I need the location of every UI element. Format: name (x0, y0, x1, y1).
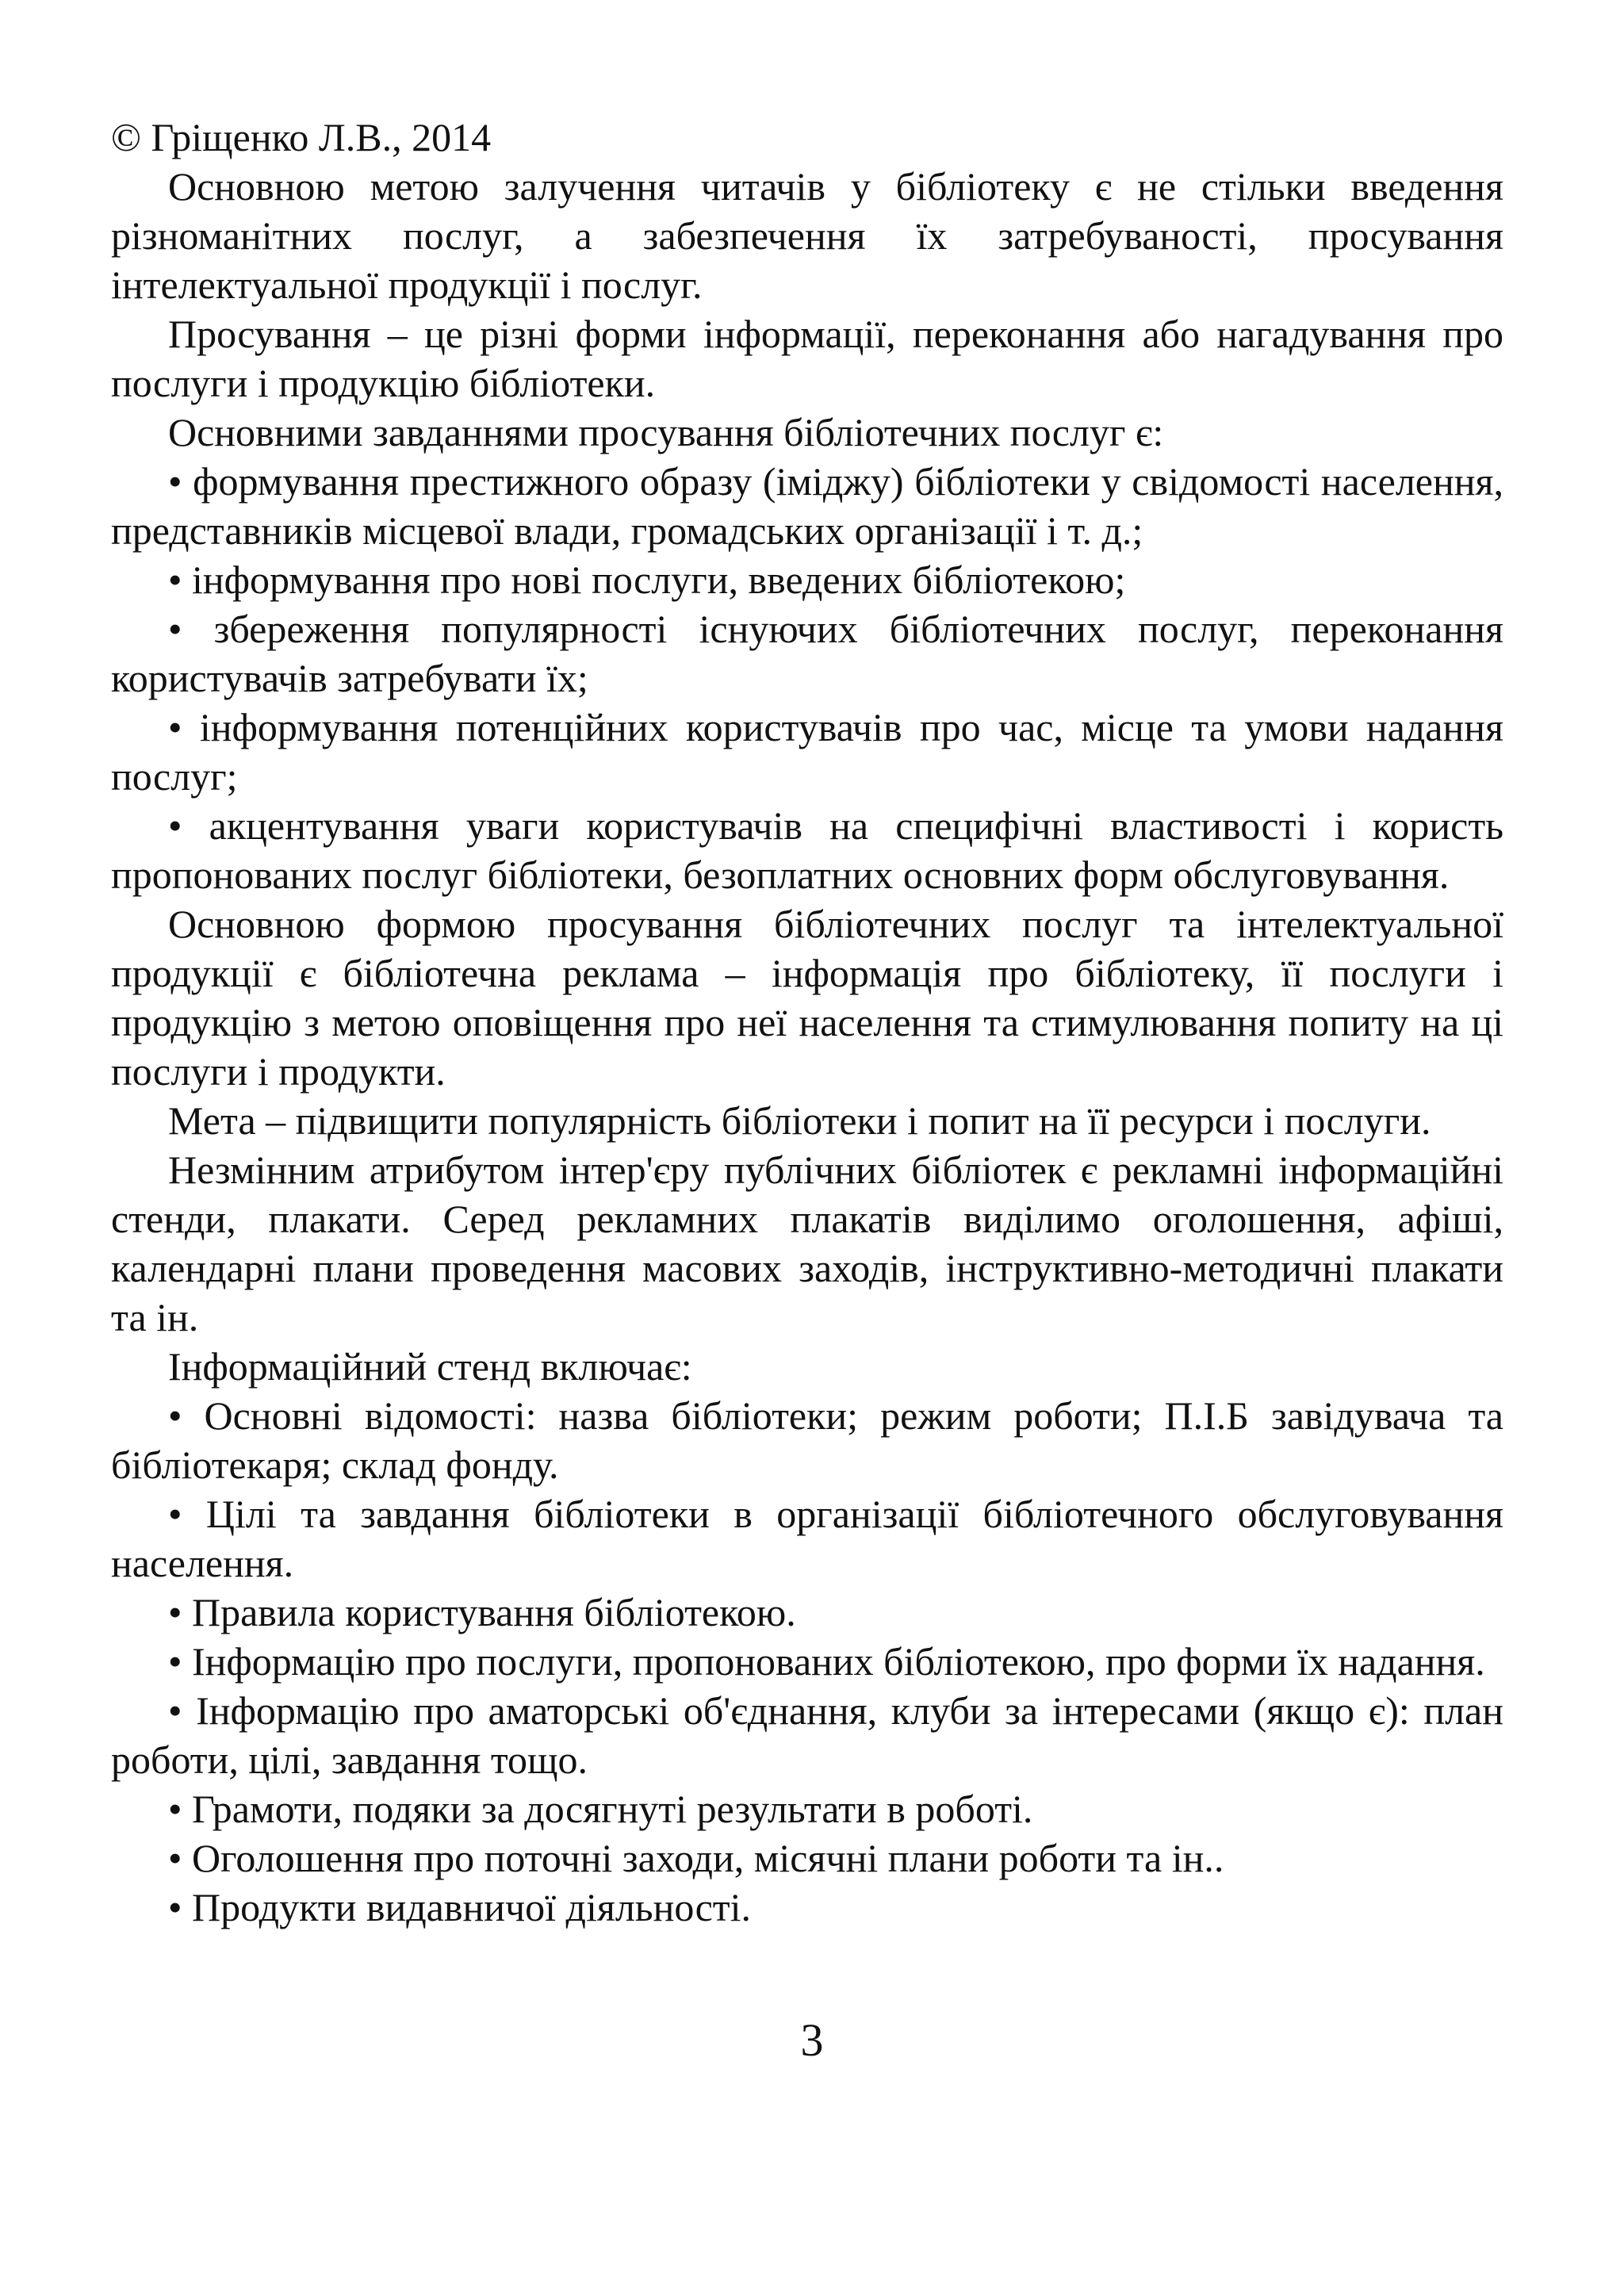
paragraph-7: Інформаційний стенд включає: (168, 1344, 692, 1389)
paragraph-1: Основною метою залучення читачів у бібліотеку є не стільки введення різноманітних послуг, а забезпечення їх затребуваності, просування інтелектуальної продукції і послуг. (111, 164, 1503, 307)
page-number: 3 (800, 2014, 824, 2066)
stand-item-2: • Цілі та завдання бібліотеки в організації бібліотечного обслуговування населення. (111, 1492, 1503, 1585)
stand-item-5: • Інформацію про аматорські об'єднання, клуби за інтересами (якщо є): план роботи, цілі, завдання тощо. (111, 1688, 1503, 1782)
paragraph-3: Основними завданнями просування бібліотечних послуг є: (168, 410, 1164, 454)
bullet-item-3: • збереження популярності існуючих бібліотечних послуг, переконання користувачів затребувати їх; (111, 607, 1503, 700)
stand-item-4: • Інформацію про послуги, пропонованих бібліотекою, про форми їх надання. (168, 1639, 1485, 1684)
stand-item-7: • Оголошення про поточні заходи, місячні плани роботи та ін.. (168, 1836, 1224, 1880)
bullet-item-4: • інформування потенційних користувачів про час, місце та умови надання послуг; (111, 705, 1503, 799)
bullet-item-1: • формування престижного образу (іміджу) бібліотеки у свідомості населення, представників місцевої влади, громадських організації і т. д.; (111, 459, 1503, 553)
paragraph-5: Мета – підвищити популярність бібліотеки і попит на її ресурси і послуги. (168, 1098, 1431, 1143)
page-body (111, 113, 1503, 1932)
stand-item-8: • Продукти видавничої діяльності. (168, 1885, 752, 1929)
copyright-line: © Гріщенко Л.В., 2014 (111, 115, 492, 159)
stand-item-6: • Грамоти, подяки за досягнуті результати в роботі. (168, 1787, 1033, 1831)
paragraph-2: Просування – це різні форми інформації, переконання або нагадування про послуги і продукцію бібліотеки. (111, 312, 1503, 405)
stand-item-1: • Основні відомості: назва бібліотеки; режим роботи; П.І.Б завідувача та бібліотекаря; склад фонду. (111, 1393, 1503, 1487)
bullet-item-5: • акцентування уваги користувачів на специфічні властивості і користь пропонованих послуг бібліотеки, безоплатних основних форм обслуговування. (111, 803, 1503, 897)
paragraph-4: Основною формою просування бібліотечних послуг та інтелектуальної продукції є бібліотечна реклама – інформація про бібліотеку, її послуги і продукцію з метою оповіщення про неї населення та стимулювання попиту на ці послуги і продукти. (111, 902, 1503, 1094)
stand-item-3: • Правила користування бібліотекою. (168, 1590, 796, 1634)
paragraph-6: Незмінним атрибутом інтер'єру публічних бібліотек є рекламні інформаційні стенди, плакати. Серед рекламних плакатів виділимо оголошення, афіші, календарні плани проведення масових заходів, інструктивно-методичні плакати та ін. (111, 1148, 1503, 1339)
bullet-item-2: • інформування про нові послуги, введених бібліотекою; (168, 557, 1126, 602)
